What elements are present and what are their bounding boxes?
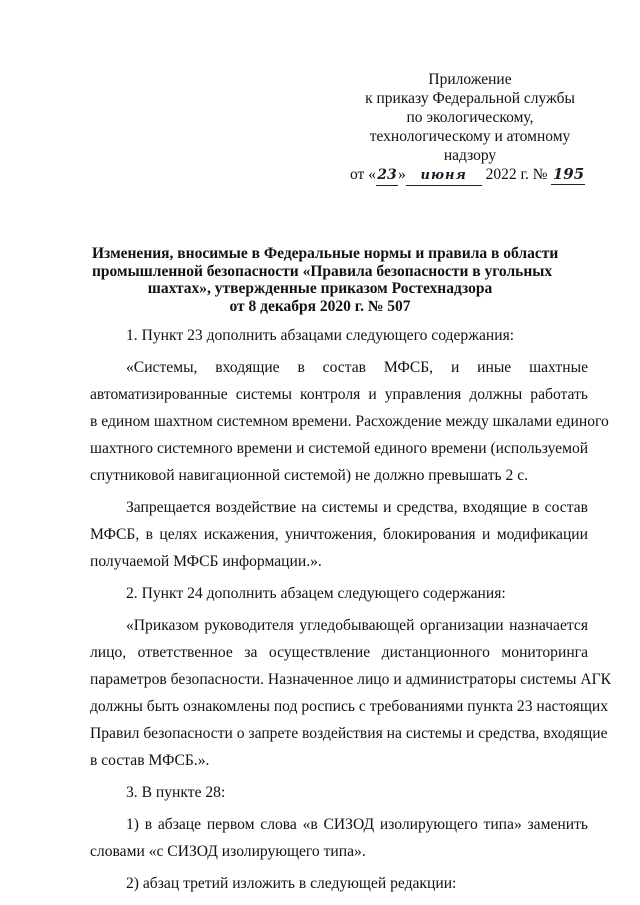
- date-year: 2022 г. №: [485, 166, 548, 183]
- paragraph-item-2: 2. Пункт 24 дополнить абзацем следующего содержания:: [126, 585, 506, 602]
- text-line: 1) в абзаце первом слова «в СИЗОД изолирующего типа» заменить: [126, 816, 588, 833]
- paragraph-subitem-1: [90, 811, 588, 865]
- paragraph-subitem-2: 2) абзац третий изложить в следующей редакции:: [126, 875, 457, 892]
- title-line: Изменения, вносимые в Федеральные нормы и правила в области: [92, 245, 559, 262]
- text-line: должны быть ознакомлены под роспись с требованиями пункта 23 настоящих: [90, 698, 609, 715]
- text-line: Правил безопасности о запрете воздействия на системы и средства, входящие: [90, 725, 608, 742]
- text-line: лицо, ответственное за осуществление дистанционного мониторинга: [90, 644, 588, 661]
- appendix-line: технологическому и атомному: [369, 128, 571, 145]
- title-line: промышленной безопасности «Правила безопасности в угольных: [92, 262, 553, 280]
- appendix-line: по экологическому,: [406, 109, 534, 126]
- text-line: словами «с СИЗОД изолирующего типа».: [90, 843, 366, 860]
- text-line: получаемой МФСБ информации.».: [90, 553, 322, 570]
- text-line: «Системы, входящие в состав МФСБ, и иные шахтные: [126, 359, 588, 376]
- paragraph-item-1: 1. Пункт 23 дополнить абзацами следующего содержания:: [126, 327, 515, 344]
- text-line: «Приказом руководителя угледобывающей организации назначается: [126, 617, 588, 634]
- document-title: [92, 245, 559, 315]
- document-body: [90, 322, 612, 897]
- paragraph-prohibition: [90, 494, 588, 575]
- title-line: от 8 декабря 2020 г. № 507: [229, 297, 411, 315]
- date-prefix: от «: [350, 166, 376, 183]
- text-line: шахтного системного времени и системой единого времени (используемой: [90, 440, 589, 457]
- order-date-line: [350, 165, 600, 186]
- paragraph-quote-2: [90, 612, 612, 774]
- text-line: МФСБ, в целях искажения, уничтожения, блокирования и модификации: [90, 526, 588, 543]
- appendix-block: [340, 70, 600, 186]
- text-line: в едином шахтном системном времени. Расхождение между шкалами единого: [90, 413, 609, 430]
- handwritten-month: июня: [406, 166, 482, 186]
- text-line: спутниковой навигационной системой) не должно превышать 2 с.: [90, 467, 529, 484]
- text-line: в состав МФСБ.».: [90, 752, 210, 769]
- paragraph-item-3: 3. В пункте 28:: [126, 784, 226, 801]
- date-mid: »: [397, 166, 406, 183]
- handwritten-order-number: 195: [552, 165, 585, 183]
- text-line: Запрещается воздействие на системы и средства, входящие в состав: [126, 499, 588, 516]
- handwritten-day: 23: [376, 166, 398, 186]
- paragraph-quote-1: [90, 354, 609, 489]
- appendix-line: надзору: [443, 147, 497, 164]
- title-line: шахтах», утвержденные приказом Ростехнадзора: [147, 280, 493, 297]
- appendix-line: Приложение: [428, 71, 512, 88]
- text-line: параметров безопасности. Назначенное лицо и администраторы системы АГК: [90, 671, 612, 688]
- text-line: автоматизированные системы контроля и управления должны работать: [90, 386, 588, 403]
- appendix-line: к приказу Федеральной службы: [365, 90, 575, 107]
